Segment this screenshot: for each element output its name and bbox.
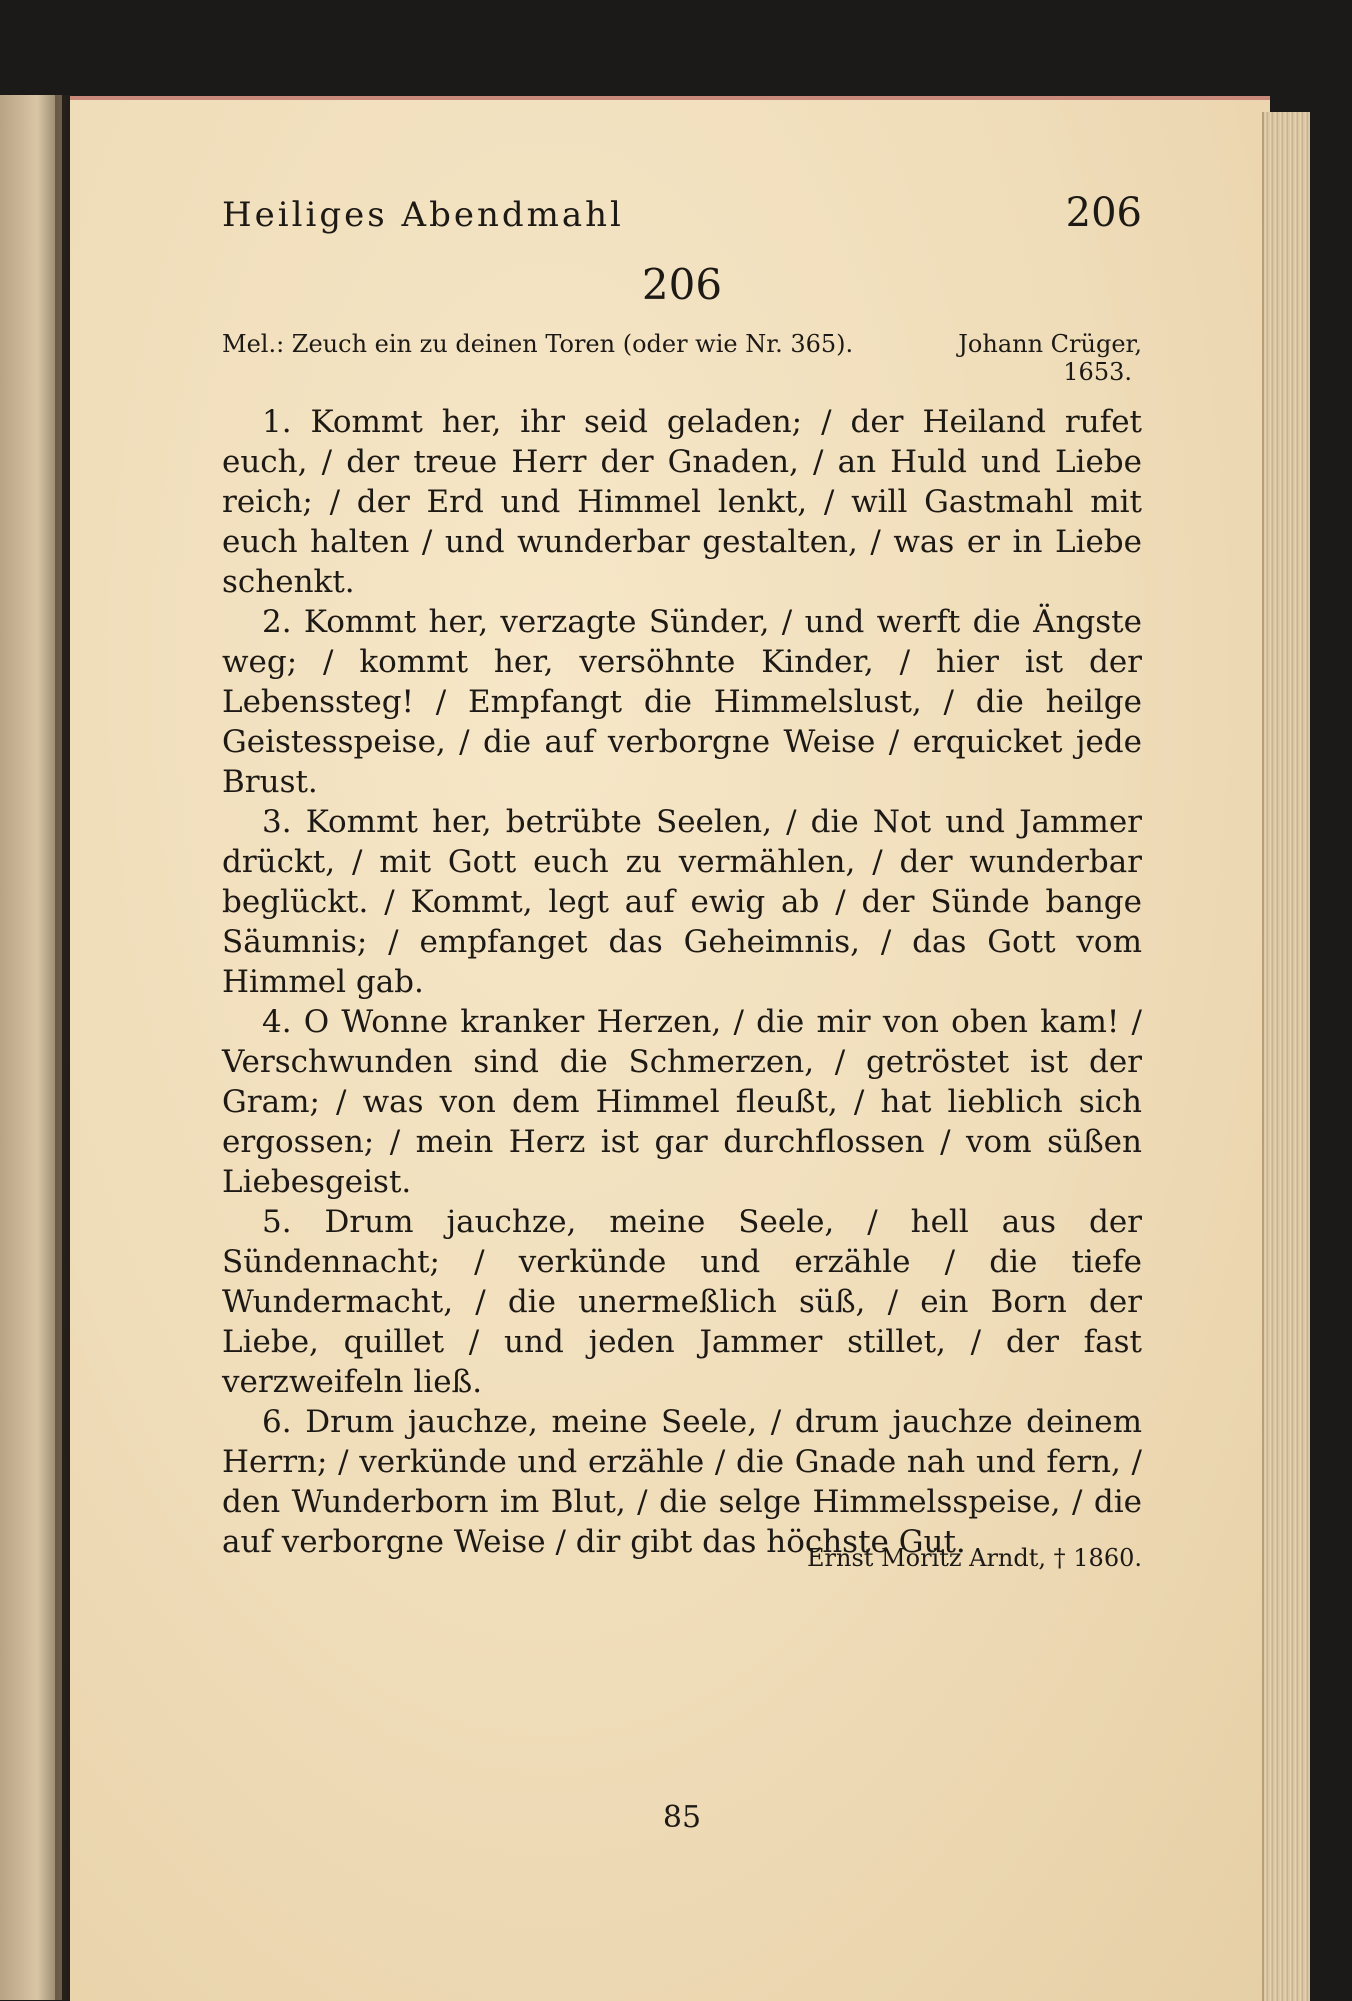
author-credit: Ernst Moritz Arndt, † 1860. xyxy=(807,1544,1142,1572)
page-block-edges xyxy=(1262,112,1310,2001)
verse-5: 5. Drum jauchze, meine Seele, / hell aus der Sündennacht; / verkünde und erzähle / die tiefe Wundermacht, / die unermeßlich süß, / ein Born der Liebe, quillet / und jeden Jammer stillet, / der fast verzweifeln ließ. xyxy=(222,1204,1142,1400)
composer: Johann Crüger, xyxy=(958,330,1142,358)
book-page xyxy=(70,100,1270,2001)
left-page-edge xyxy=(0,95,62,2000)
page-content xyxy=(222,190,1142,1572)
composer-year: 1653. xyxy=(1063,358,1132,386)
verse-1: 1. Kommt her, ihr seid geladen; / der Heiland rufet euch, / der treue Herr der Gnaden, / an Huld und Liebe reich; / der Erd und Himmel lenkt, / will Gastmahl mit euch halten / und wunderbar gestalten, / was er in Liebe schenkt. xyxy=(222,404,1142,600)
running-head xyxy=(222,190,1142,246)
hymn-number: 206 xyxy=(641,260,723,309)
verse-2: 2. Kommt her, verzagte Sünder, / und werft die Ängste weg; / kommt her, versöhnte Kinder, / hier ist der Lebenssteg! / Empfangt die Himmelslust, / die heilge Geistesspeise, / die auf verborgne Weise / erquicket jede Brust. xyxy=(222,604,1142,800)
verse-6: 6. Drum jauchze, meine Seele, / drum jauchze deinem Herrn; / verkünde und erzähle / die Gnade nah und fern, / den Wunderborn im Blut, / die selge Himmelsspeise, / die auf verborgne Weise / dir gibt das höchste Gut. xyxy=(222,1404,1142,1560)
verse-4: 4. O Wonne kranker Herzen, / die mir von oben kam! / Verschwunden sind die Schmerzen, / getröstet ist der Gram; / was von dem Himmel fleußt, / hat lieblich sich ergossen; / mein Herz ist gar durchflossen / vom süßen Liebesgeist. xyxy=(222,1004,1142,1200)
running-head-number: 206 xyxy=(1065,190,1142,236)
page-folio: 85 xyxy=(662,1800,702,1835)
running-head-title: Heiliges Abendmahl xyxy=(222,195,624,235)
melody-line xyxy=(222,330,1142,358)
verse-3: 3. Kommt her, betrübte Seelen, / die Not und Jammer drückt, / mit Gott euch zu vermählen, / der wunderbar beglückt. / Kommt, legt auf ewig ab / der Sünde bange Säumnis; / empfanget das Geheimnis, / das Gott vom Himmel gab. xyxy=(222,804,1142,1000)
melody-reference: Mel.: Zeuch ein zu deinen Toren (oder wie Nr. 365). xyxy=(222,330,854,358)
